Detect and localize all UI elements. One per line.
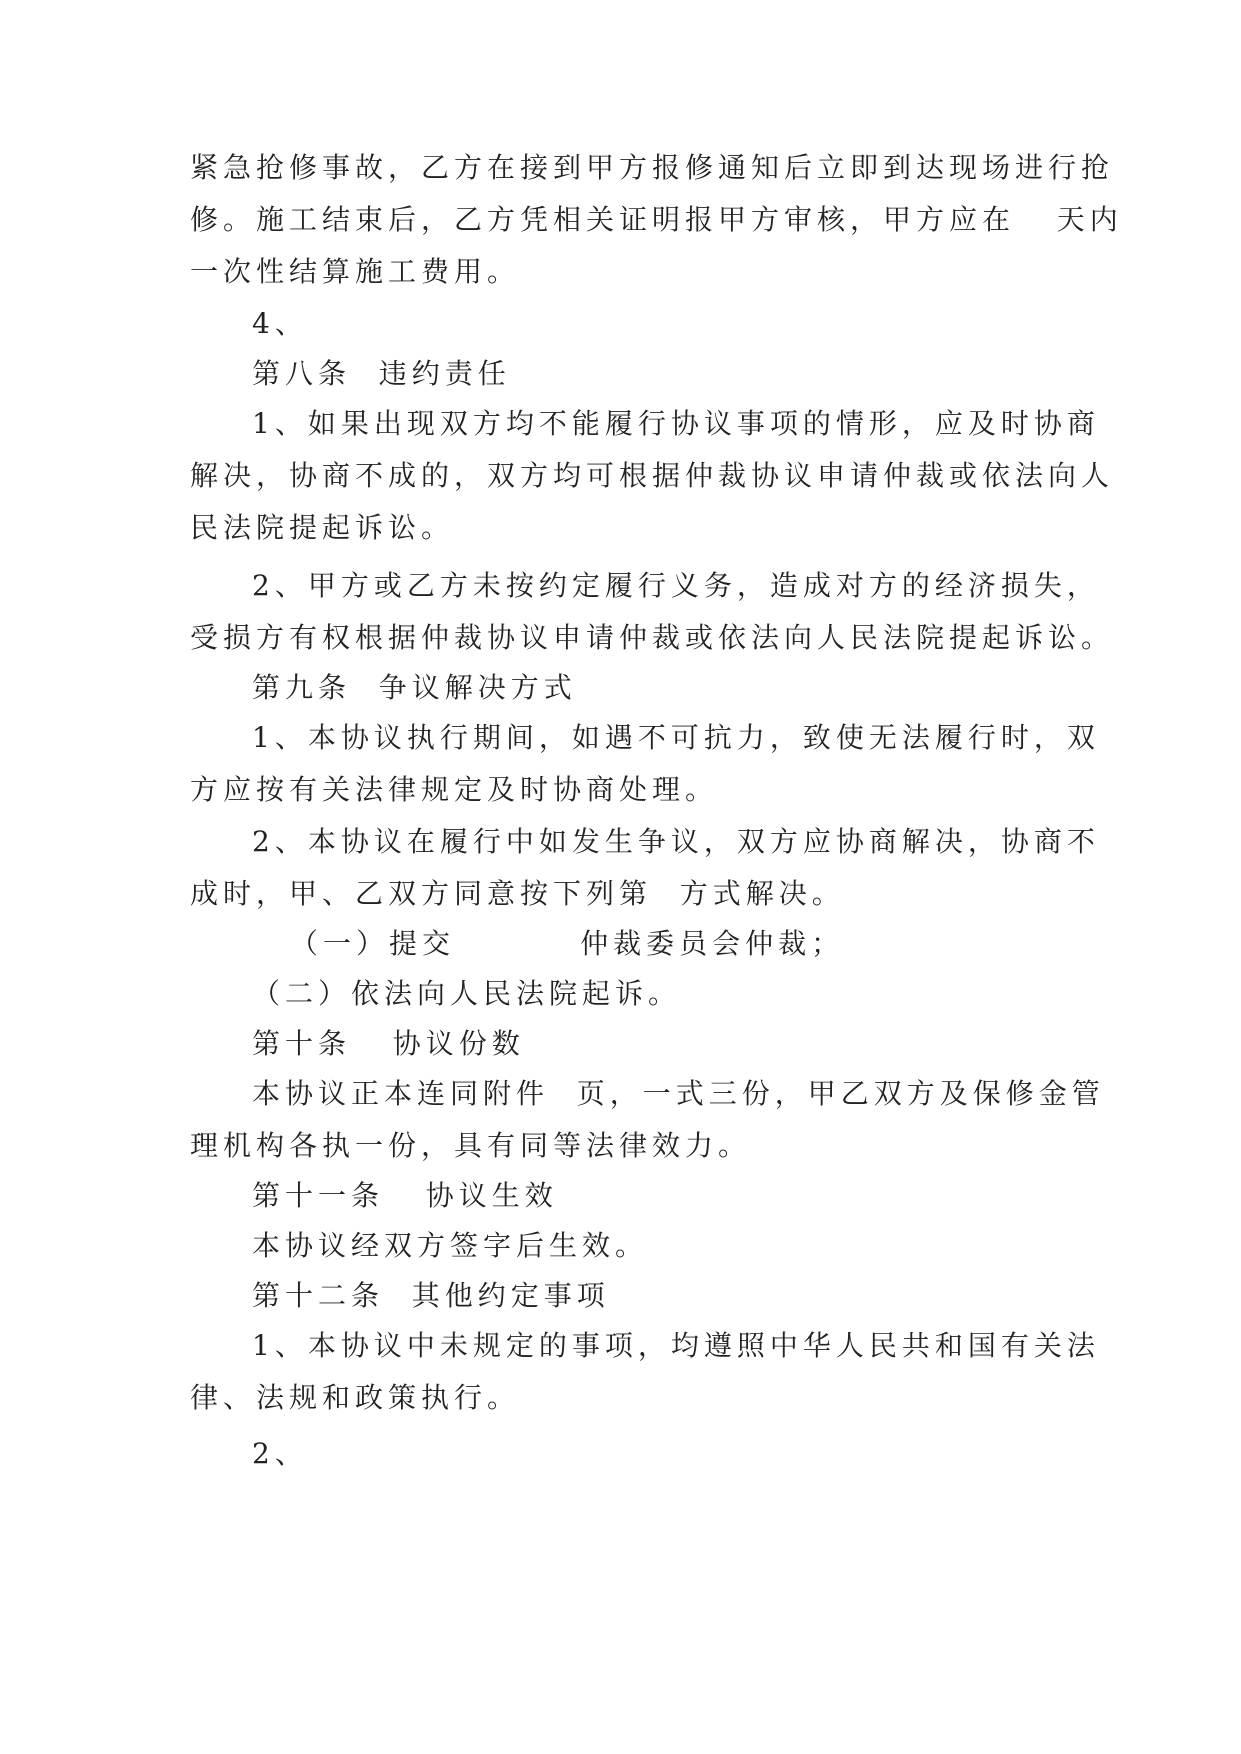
section-heading: 第十一条 协议生效 xyxy=(252,1179,558,1212)
text-line: 修。施工结束后，乙方凭相关证明报甲方审核，甲方应在 天内 xyxy=(190,203,1123,236)
text-line: 一次性结算施工费用。 xyxy=(190,255,521,288)
text-line: 成时，甲、乙双方同意按下列第 方式解决。 xyxy=(190,877,845,910)
text-line: 本协议经双方签字后生效。 xyxy=(252,1229,649,1262)
text-line: 2、本协议在履行中如发生争议，双方应协商解决，协商不 xyxy=(252,825,1100,858)
text-line: 1、如果出现双方均不能履行协议事项的情形，应及时协商 xyxy=(252,407,1100,440)
section-heading: 第八条 违约责任 xyxy=(252,357,511,390)
text-line: 理机构各执一份，具有同等法律效力。 xyxy=(190,1129,752,1162)
text-line: （一）提交 仲裁委员会仲裁； xyxy=(290,927,845,960)
text-line: 民法院提起诉讼。 xyxy=(190,511,455,544)
text-line: 律、法规和政策执行。 xyxy=(190,1381,521,1414)
text-line: 4、 xyxy=(252,307,308,340)
text-line: 1、本协议中未规定的事项，均遵照中华人民共和国有关法 xyxy=(252,1329,1100,1362)
section-heading: 第十二条 其他约定事项 xyxy=(252,1279,610,1312)
section-heading: 第十条 协议份数 xyxy=(252,1027,525,1060)
text-line: 解决，协商不成的，双方均可根据仲裁协议申请仲裁或依法向人 xyxy=(190,459,1115,492)
text-line: 方应按有关法律规定及时协商处理。 xyxy=(190,773,719,806)
text-line: 2、 xyxy=(252,1437,308,1470)
text-line: 受损方有权根据仲裁协议申请仲裁或依法向人民法院提起诉讼。 xyxy=(190,621,1115,654)
text-line: 1、本协议执行期间，如遇不可抗力，致使无法履行时，双 xyxy=(252,721,1100,754)
text-line: （二）依法向人民法院起诉。 xyxy=(252,977,682,1010)
text-line: 2、甲方或乙方未按约定履行义务，造成对方的经济损失， xyxy=(252,569,1100,602)
text-line: 紧急抢修事故，乙方在接到甲方报修通知后立即到达现场进行抢 xyxy=(190,151,1115,184)
text-line: 本协议正本连同附件 页，一式三份，甲乙双方及保修金管 xyxy=(252,1077,1105,1110)
section-heading: 第九条 争议解决方式 xyxy=(252,671,577,704)
